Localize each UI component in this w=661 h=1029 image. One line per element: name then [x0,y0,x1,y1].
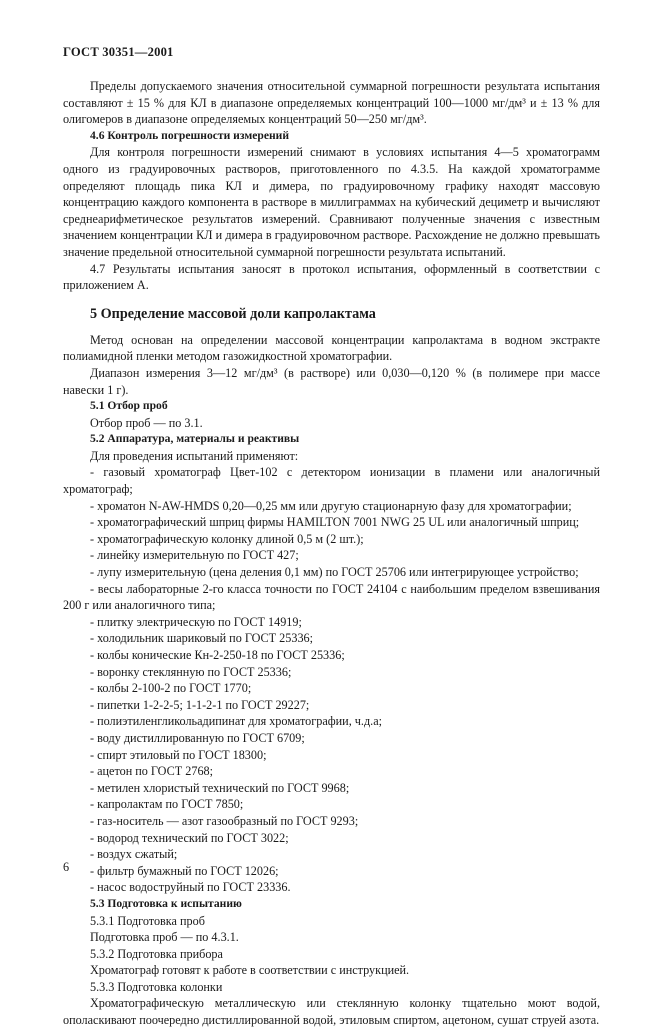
list-item: - воздух сжатый; [90,847,178,862]
list-item: - спирт этиловый по ГОСТ 18300; [90,747,267,762]
list-item: - фильтр бумажный по ГОСТ 12026; [90,863,279,878]
subsection-5-3-3-title: 5.3.3 Подготовка колонки [90,979,223,994]
list-item: - насос водоструйный по ГОСТ 23336. [90,880,291,895]
list-item: - полиэтиленгликольадипинат для хроматографии, ч.д.а; [90,714,383,729]
list-item: - газ-носитель — азот газообразный по ГОСТ 9293; [90,813,359,828]
list-item: - колбы конические Кн-2-250-18 по ГОСТ 25336; [90,648,345,662]
subsection-5-3-2-title: 5.3.2 Подготовка прибора [90,946,223,961]
sampling-text: Отбор проб — по 3.1. [90,415,203,430]
equipment-lead: Для проведения испытаний применяют: [90,448,299,463]
list-item: - воронку стеклянную по ГОСТ 25336; [90,664,292,679]
subsection-4-6-title: 4.6 Контроль погрешности измерений [90,128,290,142]
list-item: - линейку измерительную по ГОСТ 427; [90,548,299,563]
column-prep-text: Хроматографическую металлическую или стеклянную колонку тщательно моют водой, ополаскивают поочередно дистиллированной водой, этиловым спиртом, ацетоном, сушат струей азота. [63,996,600,1028]
page-number: 6 [63,860,70,874]
list-item: - колбы 2-100-2 по ГОСТ 1770; [90,681,252,696]
equipment-list [63,464,600,895]
section-5-title: 5 Определение массовой доли капролактама [90,305,376,322]
list-item: - капролактам по ГОСТ 7850; [90,797,244,812]
list-item: - хроматон N-AW-HMDS 0,20—0,25 мм или другую стационарную фазу для хроматографии; [90,498,572,513]
list-item: - лупу измерительную (цена деления 0,1 мм) по ГОСТ 25706 или интегрирующее устройство; [90,565,579,580]
list-item: - хроматографический шприц фирмы HAMILTON 7001 NWG 25 UL или аналогичный шприц; [90,515,580,530]
list-item: - весы лабораторные 2-го класса точности по ГОСТ 24104 с наибольшим пределом взвешивания 200 г или аналогичного типа; [63,581,600,613]
subsection-5-2-title: 5.2 Аппаратура, материалы и реактивы [90,432,300,446]
error-control-paragraph: Для контроля погрешности измерений снимают в условиях испытания 4—5 хроматограмм одного из градуировочных растворов, приготовленного по 4.3.5. На каждой хроматограмме определяют площадь пика КЛ и димера, по градуировочному графику находят массовую концентрацию каждого компонента в растворе в миллиграммах на кубический дециметр и вычисляют среднеарифметическое результатов измерений. Сравнивают полученные значения с известным значением концентрации КЛ и димера в градуировочном растворе. Расхождение не должно превышать значение предельной относительной суммарной погрешности результата испытаний. [63,145,600,259]
standard-header: ГОСТ 30351—2001 [63,45,174,59]
list-item: - холодильник шариковый по ГОСТ 25336; [90,631,314,646]
list-item: - плитку электрическую по ГОСТ 14919; [90,614,302,629]
list-item: - хроматографическую колонку длиной 0,5 м (2 шт.); [90,531,364,546]
list-item: - метилен хлористый технический по ГОСТ 9968; [90,780,350,795]
subsection-5-3-title: 5.3 Подготовка к испытанию [90,896,242,910]
subsection-5-3-1-title: 5.3.1 Подготовка проб [90,913,205,928]
list-item: - ацетон по ГОСТ 2768; [90,764,214,779]
sample-prep-text: Подготовка проб — по 4.3.1. [90,930,239,945]
method-intro-paragraph: Метод основан на определении массовой концентрации капролактама в водном экстракте полиамидной пленки методом газожидкостной хроматографии. [63,332,600,364]
page-content [63,78,600,1029]
list-item: - воду дистиллированную по ГОСТ 6709; [90,730,305,745]
list-item: - водород технический по ГОСТ 3022; [90,830,289,845]
error-limits-paragraph: Пределы допускаемого значения относительной суммарной погрешности результата испытания составляют ± 15 % для КЛ в диапазоне определяемых концентраций 100—1000 мг/дм³ и ± 13 % для олигомеров в диапазоне определяемых концентраций 50—250 мг/дм³. [63,79,600,127]
instrument-prep-text: Хроматограф готовят к работе в соответствии с инструкцией. [90,963,410,978]
measurement-range-paragraph: Диапазон измерения 3—12 мг/дм³ (в растворе) или 0,030—0,120 % (в полимере при массе навески 1 г). [63,365,600,397]
list-item: - газовый хроматограф Цвет-102 с детектором ионизации в пламени или аналогичный хроматограф; [63,465,600,497]
subsection-5-1-title: 5.1 Отбор проб [90,399,168,413]
list-item: - пипетки 1-2-2-5; 1-1-2-1 по ГОСТ 29227; [90,697,310,712]
results-paragraph: 4.7 Результаты испытания заносят в протокол испытания, оформленный в соответствии с приложением А. [63,261,600,293]
